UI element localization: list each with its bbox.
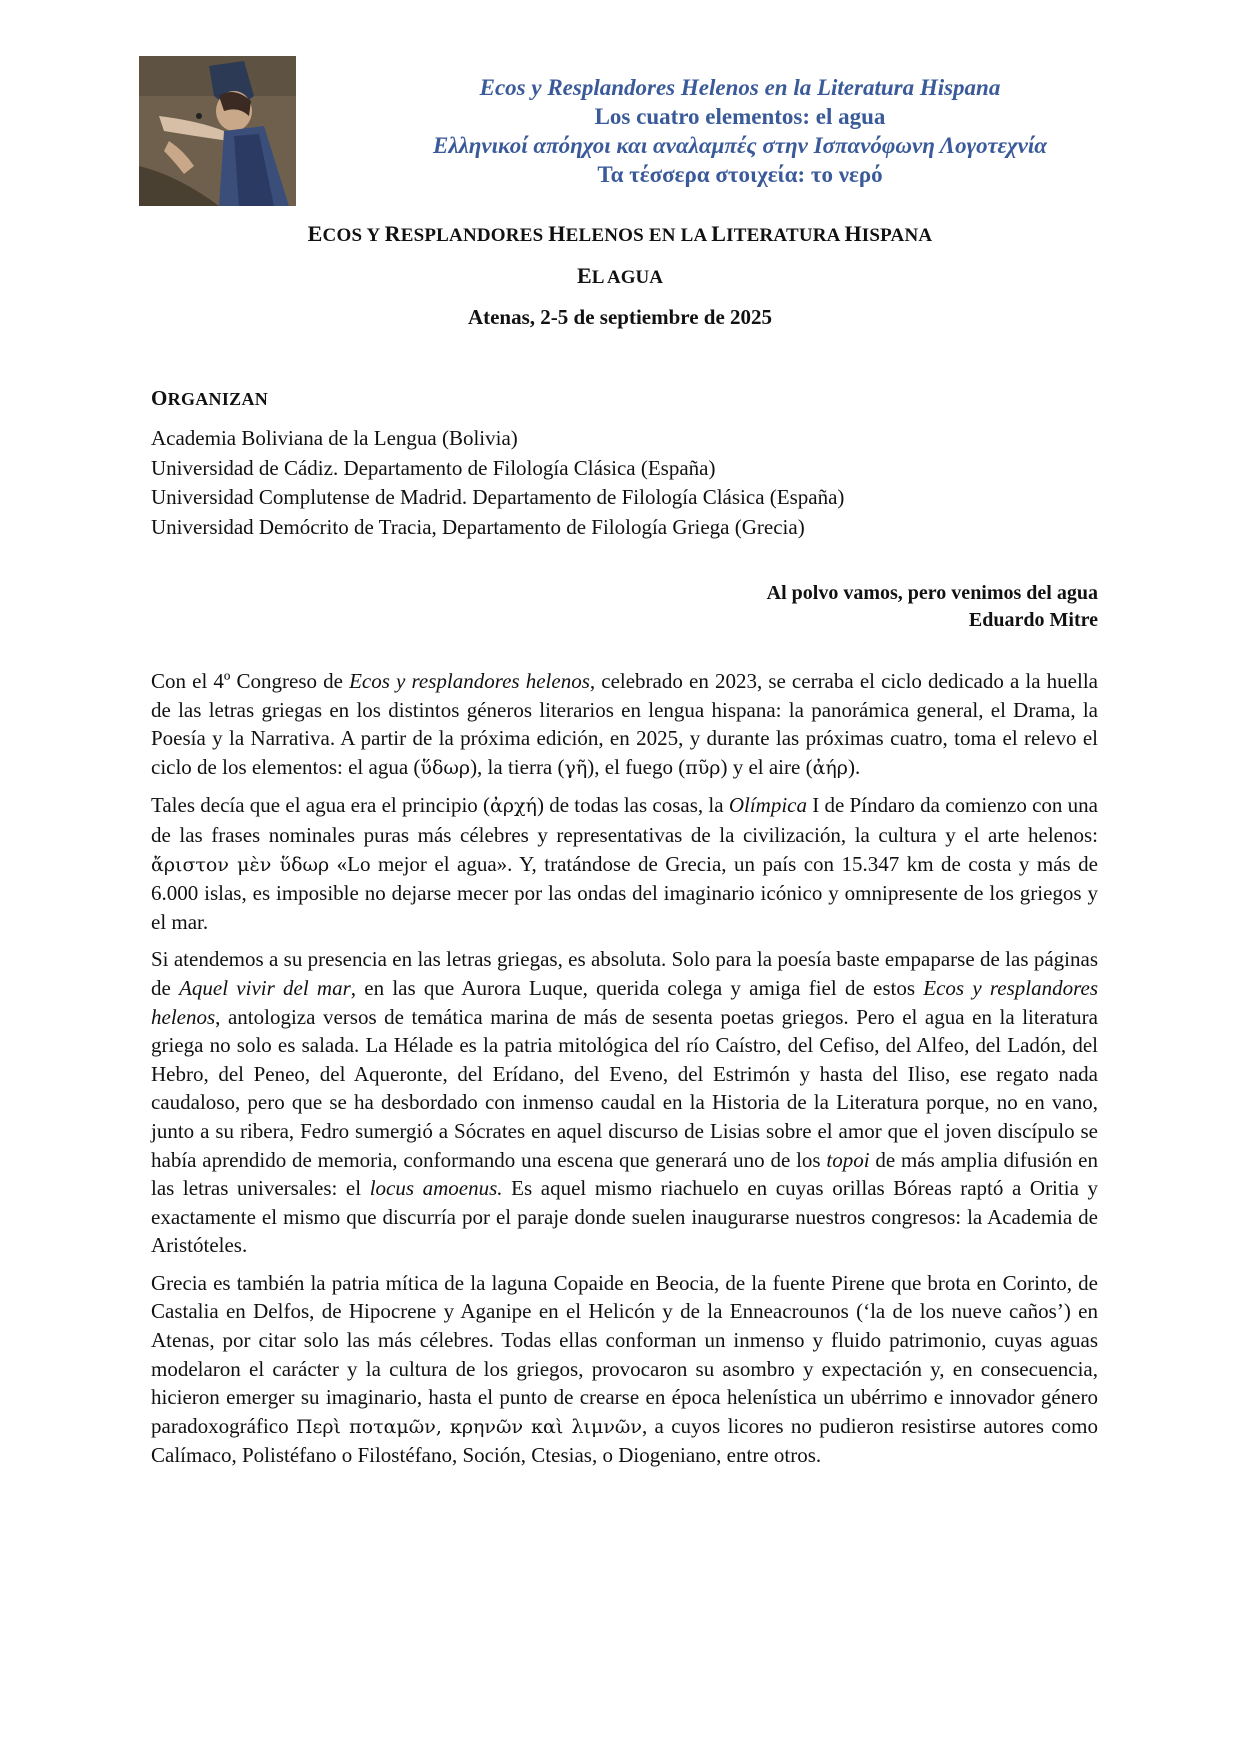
organizer-item: Universidad Demócrito de Tracia, Departamento de Filología Griega (Grecia) — [151, 514, 805, 539]
header-line-3: Ελληνικοί απόηχοι και αναλαμπές στην Ισπανόφωνη Λογοτεχνία — [433, 133, 1047, 158]
header-line-4: Τα τέσσερα στοιχεία: το νερό — [597, 162, 883, 187]
paragraph-1: Con el 4º Congreso de Ecos y resplandores helenos, celebrado en 2023, se cerraba el ciclo dedicado a la huella de las letras griegas en los distintos géneros literarios en lengua hispana: la panorámica general, el Drama, la Poesía y la Narrativa. A partir de la próxima edición, en 2025, y durante las próximas cuatro, toma el relevo el ciclo de los elementos: el agua (ὕδωρ), la tierra (γῆ), el fuego (πῦρ) y el aire (ἀήρ). — [151, 669, 1098, 779]
congress-subtitle: EL AGUA — [577, 263, 663, 288]
organizers-list — [151, 424, 844, 542]
header-titles — [330, 73, 1150, 189]
organizan-heading: ORGANIZAN — [151, 386, 269, 410]
title-block — [0, 221, 1240, 330]
organizer-item: Universidad Complutense de Madrid. Departamento de Filología Clásica (España) — [151, 485, 845, 509]
congress-date: Atenas, 2-5 de septiembre de 2025 — [467, 305, 773, 329]
paragraph-4: Grecia es también la patria mítica de la laguna Copaide en Beocia, de la fuente Pirene que brota en Corinto, de Castalia en Delfos, de Hipocrene y Aganipe en el Helicón y de la Enneacrounos (‘la de los nueve caños’) en Atenas, por citar solo las más célebres. Todas ellas conforman un inmenso y fluido patrimonio, cuyas aguas modelaron el carácter y la cultura de los griegos, provocaron su asombro y expectación y, en consecuencia, hicieron emerger su imaginario, hasta el punto de crearse en época helenística un ubérrimo e innovador género paradoxográfico Περὶ ποταμῶν, κρηνῶν καὶ λιμνῶν, a cuyos licores no pudieron resistirse autores como Calímaco, Polistéfano o Filostéfano, Soción, Ctesias, o Diogeniano, entre otros. — [151, 1270, 1098, 1468]
header-line-2: Los cuatro elementos: el agua — [594, 104, 886, 129]
epigraph — [767, 580, 1098, 634]
paragraph-3: Si atendemos a su presencia en las letras griegas, es absoluta. Solo para la poesía baste empaparse de las páginas de Aquel vivir del mar, en las que Aurora Luque, querida colega y amiga fiel de estos Ecos y resplandores helenos, antologiza versos de temática marina de más de sesenta poetas griegos. Pero el agua en la literatura griega no solo es salada. La Hélade es la patria mitológica del río Caístro, del Cefiso, del Alfeo, del Ladón, del Hebro, del Peneo, del Aqueronte, del Erídano, del Eveno, del Estrimón y hasta del Iliso, ese regato nada caudaloso, pero que se ha desbordado con inmenso caudal en la Historia de la Literatura porque, no en vano, junto a su ribera, Fedro sumergió a Sócrates en aquel discurso de Lisias sobre el amor que el joven discípulo se había aprendido de memoria, conformando una escena que generará uno de los topoi de más amplia difusión en las letras universales: el locus amoenus. Es aquel mismo riachuelo en cuyas orillas Bóreas raptó a Oritia y exactamente el mismo que discurría por el paraje donde suelen inaugurarse nuestros congresos: la Academia de Aristóteles. — [151, 947, 1099, 1258]
header-line-1: Ecos y Resplandores Helenos en la Literatura Hispana — [479, 75, 1001, 100]
epigraph-author: Eduardo Mitre — [968, 609, 1098, 631]
epigraph-quote: Al polvo vamos, pero venimos del agua — [766, 582, 1098, 604]
vase-painting-image — [139, 56, 296, 206]
paragraph-2: Tales decía que el agua era el principio (ἀρχή) de todas las cosas, la Olímpica I de Píndaro da comienzo con una de las frases nominales puras más célebres y representativas de la civilización, la cultura y el arte helenos: ἄριστον μὲν ὕδωρ «Lo mejor el agua». Y, tratándose de Grecia, un país con 15.347 km de costa y más de 6.000 islas, es imposible no dejarse mecer por las ondas del imaginario icónico y omnipresente de los griegos y el mar. — [151, 793, 1099, 934]
body-text — [151, 667, 1098, 1479]
organizer-item: Academia Boliviana de la Lengua (Bolivia) — [151, 426, 518, 450]
congress-title: ECOS Y RESPLANDORES HELENOS EN LA LITERATURA HISPANA — [307, 221, 933, 246]
organizer-item: Universidad de Cádiz. Departamento de Filología Clásica (España) — [151, 455, 716, 480]
